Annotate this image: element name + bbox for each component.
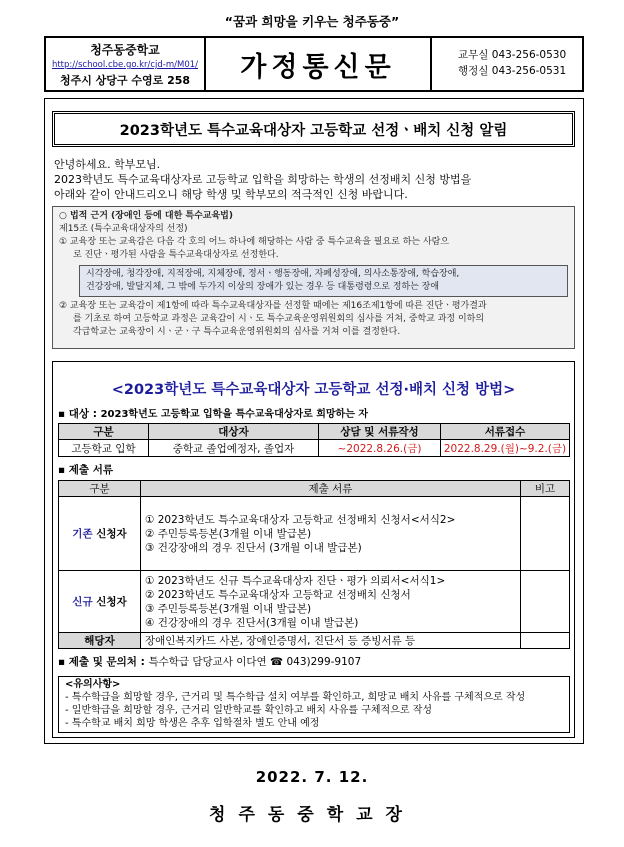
- note-item: - 특수학교 배치 희망 학생은 추후 입학절차 별도 안내 예정: [65, 718, 320, 729]
- legal-basis-box: [52, 206, 575, 349]
- school-info: [46, 38, 206, 90]
- applicable-label: 해당자: [59, 633, 141, 649]
- disability-types-box: [79, 265, 568, 297]
- documents-header: 제출 서류: [141, 481, 521, 497]
- schedule-header: 구분: [59, 424, 149, 440]
- documents-heading: ▪ 제출 서류: [58, 464, 113, 476]
- consultation-deadline: ~2022.8.26.(금): [319, 440, 441, 457]
- target-text: 2023학년도 고등학교 입학을 특수교육대상자로 희망하는 자: [100, 409, 368, 420]
- school-url-link[interactable]: http://school.cbe.go.kr/cjd-m/M01/: [51, 60, 199, 70]
- submission-period: 2022.8.29.(월)~9.2.(금): [441, 440, 570, 457]
- letterhead: [44, 36, 584, 92]
- documents-header: 비고: [521, 481, 570, 497]
- intro-paragraph: [54, 157, 580, 202]
- notes-title: <유의사항>: [65, 679, 121, 690]
- schedule-header: 대상자: [149, 424, 319, 440]
- remark-cell: [521, 571, 570, 633]
- schedule-header-row: [59, 424, 570, 440]
- issue-date: 2022. 7. 12.: [255, 768, 369, 786]
- note-item: - 특수학급을 희망할 경우, 근거리 및 특수학급 설치 여부를 확인하고, 희망교 배치 사유를 구체적으로 작성: [65, 692, 526, 703]
- existing-documents-list: [141, 497, 521, 571]
- legal-clause-1a: ① 교육장 또는 교육감은 다음 각 호의 어느 하나에 해당하는 사람 중 특수교육을 필요로 하는 사람으: [59, 237, 450, 247]
- school-address: 청주시 상당구 수영로 258: [59, 74, 191, 87]
- documents-row-existing: [59, 497, 570, 571]
- notes-box: [58, 676, 570, 733]
- target-label: ▪ 대상 :: [58, 408, 101, 420]
- intro-line-2: 아래와 같이 안내드리오니 해당 학생 및 학부모의 적극적인 신청 바랍니다.: [54, 188, 408, 201]
- legal-clause-2c: 각급학교는 교육장이 시ㆍ군ㆍ구 특수교육운영위원회의 심사를 거쳐 이를 결정한다.: [73, 327, 401, 337]
- phone-admin: 행정실 043-256-0531: [458, 65, 567, 77]
- document-item: ④ 건강장애의 경우 진단서(3개월 이내 발급본): [145, 616, 359, 629]
- existing-applicant-label: 기존 신청자: [59, 497, 141, 571]
- contact-phones: [432, 38, 582, 90]
- schedule-header: 상담 및 서류작성: [319, 424, 441, 440]
- note-item: - 일반학급을 희망할 경우, 근거리 일반학교를 확인하고 배치 사유를 구체적으로 작성: [65, 705, 433, 716]
- schedule-row: [59, 440, 570, 457]
- contact-label: ▪ 제출 및 문의처 :: [58, 656, 149, 668]
- schedule-cell: 중학교 졸업예정자, 졸업자: [149, 440, 319, 457]
- document-item: ② 2023학년도 특수교육대상자 고등학교 선정배치 신청서: [145, 588, 411, 601]
- document-type-title: 가정통신문: [206, 38, 432, 90]
- documents-row-applicable: [59, 633, 570, 649]
- documents-row-new: [59, 571, 570, 633]
- contact-line: [58, 654, 361, 669]
- contact-text: 특수학급 담당교사 이다연 ☎ 043)299-9107: [148, 656, 362, 668]
- greeting: 안녕하세요. 학부모님.: [54, 158, 161, 171]
- slogan: “꿈과 희망을 키우는 청주동중”: [224, 14, 400, 29]
- applicable-documents: 장애인복지카드 사본, 장애인증명서, 진단서 등 증빙서류 등: [141, 633, 521, 649]
- documents-header: 구분: [59, 481, 141, 497]
- remark-cell: [521, 633, 570, 649]
- notice-title: 2023학년도 특수교육대상자 고등학교 선정ㆍ배치 신청 알림: [52, 111, 575, 147]
- document-item: ① 2023학년도 특수교육대상자 고등학교 선정배치 신청서<서식2>: [145, 513, 456, 526]
- intro-line-1: 2023학년도 특수교육대상자로 고등학교 입학을 희망하는 학생의 선정배치 신청 방법을: [54, 173, 472, 186]
- principal-signature: 청주동중학교장: [209, 805, 415, 825]
- phone-office: 교무실 043-256-0530: [458, 49, 567, 61]
- document-item: ③ 주민등록등본(3개월 이내 발급본): [145, 602, 312, 615]
- documents-header-row: [59, 481, 570, 497]
- remark-cell: [521, 497, 570, 571]
- document-item: ① 2023학년도 신규 특수교육대상자 진단ㆍ평가 의뢰서<서식1>: [145, 574, 446, 587]
- disability-types-2: 건강장애, 발달지체, 그 밖에 두가지 이상의 장애가 있는 경우 등 대통령령으로 정하는 장애: [86, 282, 440, 292]
- legal-clause-2a: ② 교육장 또는 교육감이 제1항에 따라 특수교육대상자를 선정할 때에는 제16조제1항에 따른 진단ㆍ평가결과: [59, 301, 487, 311]
- disability-types-1: 시각장애, 청각장애, 지적장애, 지체장애, 정서ㆍ행동장애, 자폐성장애, 의사소통장애, 학습장애,: [86, 269, 460, 279]
- documents-table: [58, 480, 570, 649]
- schedule-table: [58, 423, 570, 457]
- method-title: <2023학년도 특수교육대상자 고등학교 선정·배치 신청 방법>: [111, 382, 516, 398]
- new-documents-list: [141, 571, 521, 633]
- document-item: ③ 건강장애의 경우 진단서 (3개월 이내 발급본): [145, 541, 362, 554]
- schedule-cell: 고등학교 입학: [59, 440, 149, 457]
- document-item: ② 주민등록등본(3개월 이내 발급본): [145, 527, 312, 540]
- legal-clause-2b: 를 기초로 하여 고등학교 과정은 교육감이 시ㆍ도 특수교육운영위원회의 심사를 거쳐, 중학교 과정 이하의: [73, 314, 485, 324]
- legal-basis-heading: ○ 법적 근거 (장애인 등에 대한 특수교육법): [59, 211, 233, 221]
- legal-article: 제15조 (특수교육대상자의 선정): [59, 224, 188, 234]
- legal-clause-1b: 로 진단ㆍ평가된 사람을 특수교육대상자로 선정한다.: [73, 250, 279, 260]
- target-line: [58, 405, 368, 421]
- schedule-header: 서류접수: [441, 424, 570, 440]
- school-name: 청주동중학교: [90, 43, 160, 57]
- new-applicant-label: 신규 신청자: [59, 571, 141, 633]
